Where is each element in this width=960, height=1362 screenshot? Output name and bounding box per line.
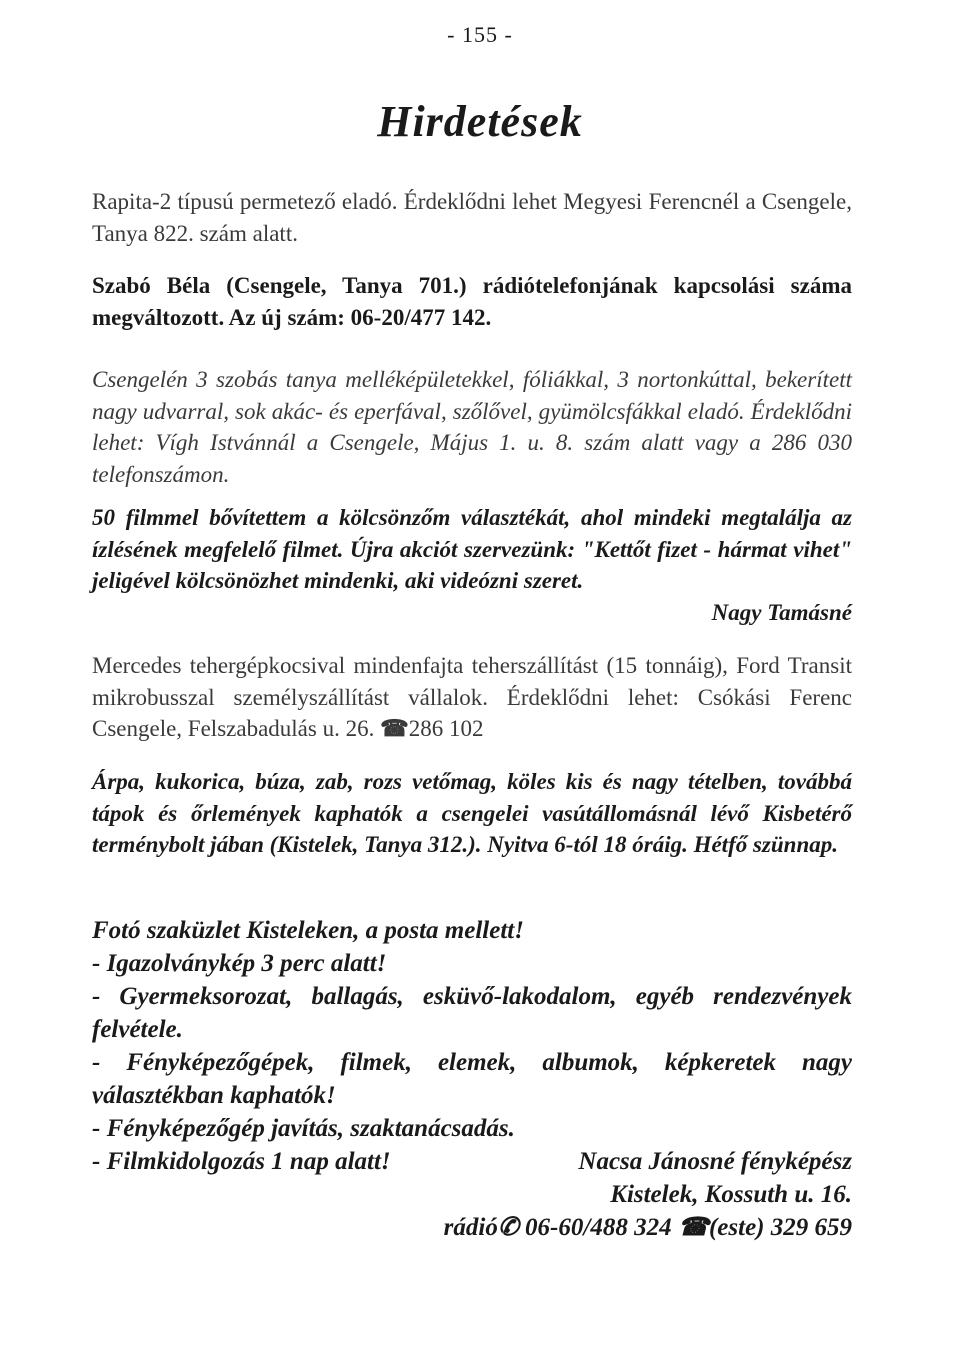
ad-video <box>92 502 852 628</box>
ad-arpa <box>92 766 852 861</box>
foto-item: - Fényképezőgép javítás, szaktanácsadás. <box>92 1115 515 1142</box>
page-title: Hirdetések <box>377 97 583 146</box>
ad-tanya-text: Csengelén 3 szobás tanya melléképületekkel, fóliákkal, 3 nortonkúttal, bekerített nagy udvarral, sok akác- és eperfával, szőlővel, gyümölcsfákkal eladó. Érdeklődni lehet: Vígh Istvánnál a Csengele, Május 1. u. 8. szám alatt vagy a 286 030 telefonszámon. <box>92 367 852 487</box>
foto-item: - Gyermeksorozat, ballagás, esküvő-lakodalom, egyéb rendezvények felvétele. <box>92 983 852 1043</box>
ad-video-text: 50 filmmel bővítettem a kölcsönzőm választékát, ahol mindeki megtalálja az ízlésének megfelelő filmet. Újra akciót szervezünk: "Kettőt fizet - hármat vihet" jeligével kölcsönözhet mindenki, aki videózni szeret. <box>92 505 852 593</box>
foto-radio-label: rádió <box>443 1214 498 1241</box>
foto-signature-address: Kistelek, Kossuth u. 16. <box>610 1181 852 1208</box>
foto-item: - Filmkidolgozás 1 nap alatt! <box>92 1148 391 1175</box>
foto-item: - Fényképezőgépek, filmek, elemek, albumok, képkeretek nagy választékban kaphatók! <box>92 1049 852 1109</box>
radio-icon: ✆ <box>497 1214 519 1241</box>
phone-icon: ☎ <box>677 1214 709 1241</box>
foto-phone: (este) 329 659 <box>708 1214 852 1241</box>
ad-mercedes-paragraph <box>92 650 852 745</box>
page-number: - 155 - <box>447 22 513 47</box>
phone-icon: ☎ <box>380 716 409 741</box>
ad-rapita-text: Rapita-2 típusú permetező eladó. Érdeklődni lehet Megyesi Ferencnél a Csengele, Tanya 822. szám alatt. <box>92 189 852 246</box>
ad-rapita <box>92 186 852 249</box>
foto-signature-name: Nacsa Jánosné fényképész <box>578 1148 852 1175</box>
foto-heading: Fotó szaküzlet Kisteleken, a posta mellett! <box>92 917 524 944</box>
ad-tanya <box>92 364 852 490</box>
foto-contact-line <box>92 1211 852 1244</box>
ad-foto <box>92 914 852 1244</box>
ad-mercedes <box>92 650 852 745</box>
foto-radio-number: 06-60/488 324 <box>525 1214 672 1241</box>
ad-mercedes-phone: 286 102 <box>408 716 484 741</box>
ad-arpa-text: Árpa, kukorica, búza, zab, rozs vetőmag, köles kis és nagy tételben, továbbá tápok és őrlemények kaphatók a csengelei vasútállomásnál lévő Kisbetérő terménybolt jában (Kistelek, Tanya 312.). Nyitva 6-tól 18 óráig. Hétfő szünnap. <box>92 769 852 857</box>
ad-szabo-text: Szabó Béla (Csengele, Tanya 701.) rádiótelefonjának kapcsolási száma megváltozott. Az új szám: 06-20/477 142. <box>92 273 852 330</box>
foto-item: - Igazolványkép 3 perc alatt! <box>92 950 387 977</box>
ad-video-signature: Nagy Tamásné <box>711 599 852 625</box>
ad-mercedes-text: Mercedes tehergépkocsival mindenfajta teherszállítást (15 tonnáig), Ford Transit mikrobusszal személyszállítást vállalok. Érdeklődni lehet: Csókási Ferenc Csengele, Felszabadulás u. 26. <box>92 653 852 741</box>
ad-szabo <box>92 270 852 333</box>
